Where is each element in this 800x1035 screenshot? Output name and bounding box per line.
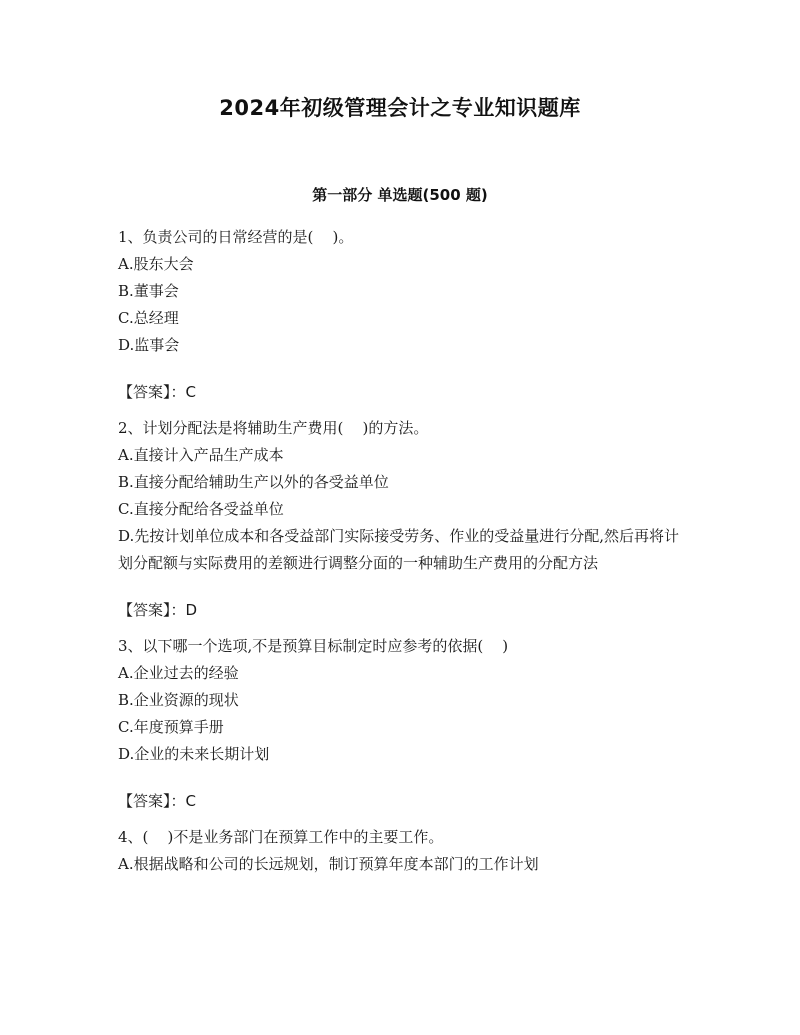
- option-a: A.股东大会: [118, 255, 194, 273]
- question-stem: 3、以下哪一个选项,不是预算目标制定时应参考的依据( ): [118, 637, 509, 655]
- option-d: D.企业的未来长期计划: [118, 745, 270, 763]
- option-c: C.年度预算手册: [118, 718, 224, 736]
- answer: 【答案】：C: [118, 383, 196, 401]
- option-c: C.总经理: [118, 309, 179, 327]
- question-4: [118, 824, 688, 878]
- question-stem: 2、计划分配法是将辅助生产费用( )的方法。: [118, 419, 429, 437]
- option-b: B.直接分配给辅助生产以外的各受益单位: [118, 473, 389, 491]
- question-stem: 1、负责公司的日常经营的是( )。: [118, 228, 354, 246]
- question-3: [118, 633, 688, 815]
- answer: 【答案】：C: [118, 792, 196, 810]
- document-title: 2024年初级管理会计之专业知识题库: [219, 96, 581, 120]
- option-d: D.先按计划单位成本和各受益部门实际接受劳务、作业的受益量进行分配,然后再将计划分配额与实际费用的差额进行调整分面的一种辅助生产费用的分配方法: [118, 527, 680, 572]
- question-1: [118, 224, 688, 406]
- option-b: B.企业资源的现状: [118, 691, 239, 709]
- option-a: A.直接计入产品生产成本: [118, 446, 284, 464]
- section-title: 第一部分 单选题(500 题): [312, 186, 488, 204]
- option-a: A.根据战略和公司的长远规划，制订预算年度本部门的工作计划: [118, 855, 539, 873]
- answer: 【答案】：D: [118, 601, 198, 619]
- question-2: [118, 415, 688, 624]
- question-list: [118, 224, 688, 878]
- option-c: C.直接分配给各受益单位: [118, 500, 284, 518]
- option-b: B.董事会: [118, 282, 179, 300]
- option-a: A.企业过去的经验: [118, 664, 239, 682]
- question-stem: 4、( )不是业务部门在预算工作中的主要工作。: [118, 828, 444, 846]
- option-d: D.监事会: [118, 336, 180, 354]
